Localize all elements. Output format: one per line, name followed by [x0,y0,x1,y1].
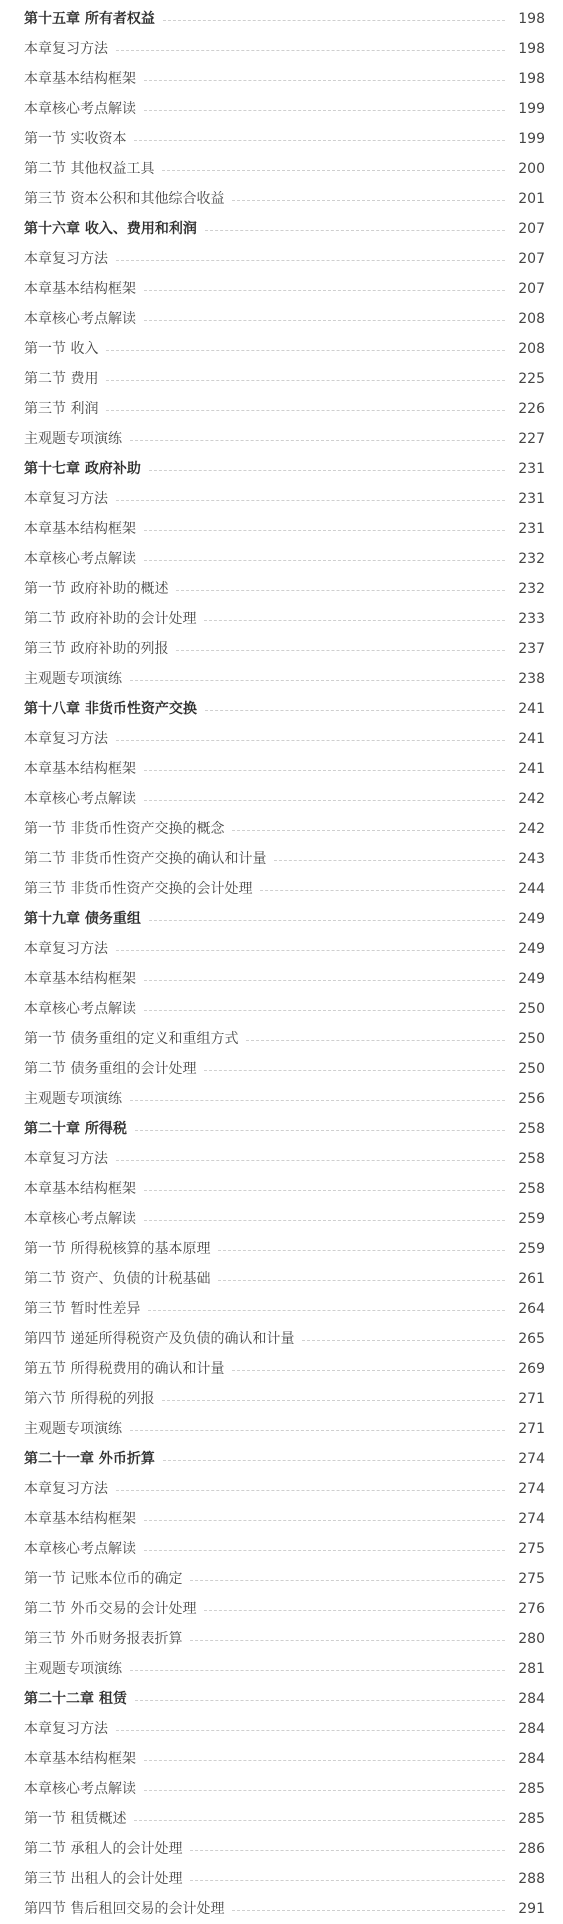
page-number: 274 [518,1451,545,1467]
toc-entry-row[interactable] [0,1654,563,1684]
page-number: 249 [518,911,545,927]
toc-entry-row[interactable] [0,1504,563,1534]
entry-title: 第一节 收入 [24,341,99,357]
dotted-leader [130,1100,505,1101]
entry-title: 主观题专项演练 [24,1421,122,1437]
toc-entry-row[interactable] [0,1174,563,1204]
entry-title: 本章复习方法 [24,1481,108,1497]
toc-entry-row[interactable] [0,784,563,814]
toc-entry-row[interactable] [0,1264,563,1294]
dotted-leader [116,500,505,501]
entry-title: 第一节 非货币性资产交换的概念 [24,821,225,837]
dotted-leader [116,740,505,741]
dotted-leader [162,170,505,171]
dotted-leader [190,1640,505,1641]
page-number: 291 [518,1901,545,1917]
dotted-leader [176,650,505,651]
entry-title: 第四节 递延所得税资产及负债的确认和计量 [24,1331,295,1347]
toc-entry-row[interactable] [0,1054,563,1084]
toc-entry-row[interactable] [0,304,563,334]
dotted-leader [134,140,505,141]
page-number: 250 [518,1001,545,1017]
dotted-leader [144,1010,505,1011]
dotted-leader [190,1850,505,1851]
page-number: 284 [518,1691,545,1707]
dotted-leader [274,860,505,861]
entry-title: 本章核心考点解读 [24,101,136,117]
dotted-leader [144,530,505,531]
page-number: 285 [518,1781,545,1797]
toc-chapter-row[interactable] [0,1114,563,1144]
dotted-leader [162,1400,505,1401]
dotted-leader [116,1490,505,1491]
toc-entry-row[interactable] [0,1624,563,1654]
page-number: 201 [518,191,545,207]
page-number: 226 [518,401,545,417]
page-number: 199 [518,131,545,147]
dotted-leader [116,50,505,51]
entry-title: 第三节 外币财务报表折算 [24,1631,183,1647]
toc-chapter-row[interactable] [0,454,563,484]
dotted-leader [144,560,505,561]
toc-entry-row[interactable] [0,1474,563,1504]
page-number: 288 [518,1871,545,1887]
entry-title: 第六节 所得税的列报 [24,1391,155,1407]
page-number: 280 [518,1631,545,1647]
entry-title: 本章基本结构框架 [24,1181,136,1197]
dotted-leader [144,1550,505,1551]
page-number: 285 [518,1811,545,1827]
entry-title: 本章核心考点解读 [24,1211,136,1227]
entry-title: 第二节 债务重组的会计处理 [24,1061,197,1077]
dotted-leader [106,380,505,381]
entry-title: 第二节 政府补助的会计处理 [24,611,197,627]
entry-title: 主观题专项演练 [24,1091,122,1107]
toc-entry-row[interactable] [0,1384,563,1414]
page-number: 231 [518,491,545,507]
page-number: 256 [518,1091,545,1107]
toc-entry-row[interactable] [0,1204,563,1234]
toc-entry-row[interactable] [0,994,563,1024]
dotted-leader [204,1610,505,1611]
dotted-leader [260,890,505,891]
entry-title: 第二节 外币交易的会计处理 [24,1601,197,1617]
toc-entry-row[interactable] [0,574,563,604]
page-number: 259 [518,1211,545,1227]
entry-title: 第一节 租赁概述 [24,1811,127,1827]
toc-entry-row[interactable] [0,514,563,544]
dotted-leader [218,1250,505,1251]
toc-entry-row[interactable] [0,934,563,964]
toc-entry-row[interactable] [0,1024,563,1054]
entry-title: 主观题专项演练 [24,431,122,447]
dotted-leader [144,800,505,801]
page-number: 207 [518,251,545,267]
toc-entry-row[interactable] [0,754,563,784]
dotted-leader [149,920,505,921]
page-number: 244 [518,881,545,897]
page-number: 231 [518,521,545,537]
page-number: 249 [518,941,545,957]
toc-entry-row[interactable] [0,1324,563,1354]
toc-entry-row[interactable] [0,724,563,754]
toc-chapter-row[interactable] [0,1684,563,1714]
chapter-title: 第十七章 政府补助 [24,461,141,477]
toc-entry-row[interactable] [0,364,563,394]
toc-entry-row[interactable] [0,814,563,844]
page-number: 241 [518,701,545,717]
entry-title: 主观题专项演练 [24,1661,122,1677]
page-number: 274 [518,1481,545,1497]
dotted-leader [130,1670,505,1671]
entry-title: 本章复习方法 [24,491,108,507]
entry-title: 本章复习方法 [24,251,108,267]
entry-title: 第二节 非货币性资产交换的确认和计量 [24,851,267,867]
dotted-leader [205,230,505,231]
chapter-title: 第二十章 所得税 [24,1121,127,1137]
page-number: 199 [518,101,545,117]
entry-title: 本章核心考点解读 [24,1001,136,1017]
toc-entry-row[interactable] [0,844,563,874]
dotted-leader [204,1070,505,1071]
page-number: 258 [518,1181,545,1197]
toc-entry-row[interactable] [0,334,563,364]
entry-title: 本章基本结构框架 [24,71,136,87]
toc-entry-row[interactable] [0,1234,563,1264]
page-number: 271 [518,1421,545,1437]
page-number: 242 [518,791,545,807]
entry-title: 本章基本结构框架 [24,1751,136,1767]
dotted-leader [190,1580,505,1581]
page-number: 198 [518,41,545,57]
page-number: 276 [518,1601,545,1617]
entry-title: 第一节 债务重组的定义和重组方式 [24,1031,239,1047]
dotted-leader [130,680,505,681]
toc-entry-row[interactable] [0,604,563,634]
page-number: 261 [518,1271,545,1287]
dotted-leader [116,260,505,261]
dotted-leader [148,1310,505,1311]
page-number: 227 [518,431,545,447]
page-number: 250 [518,1061,545,1077]
dotted-leader [144,110,505,111]
page-number: 242 [518,821,545,837]
entry-title: 第三节 政府补助的列报 [24,641,169,657]
toc-entry-row[interactable] [0,484,563,514]
dotted-leader [144,1220,505,1221]
toc-entry-row[interactable] [0,1804,563,1834]
chapter-title: 第二十一章 外币折算 [24,1451,155,1467]
dotted-leader [106,410,505,411]
entry-title: 第三节 暂时性差异 [24,1301,141,1317]
entry-title: 本章基本结构框架 [24,521,136,537]
entry-title: 第五节 所得税费用的确认和计量 [24,1361,225,1377]
page-number: 275 [518,1541,545,1557]
dotted-leader [116,1160,505,1161]
toc-entry-row[interactable] [0,1144,563,1174]
page-number: 231 [518,461,545,477]
entry-title: 本章核心考点解读 [24,311,136,327]
dotted-leader [149,470,505,471]
page-number: 284 [518,1721,545,1737]
page-number: 269 [518,1361,545,1377]
page-number: 258 [518,1121,545,1137]
dotted-leader [144,980,505,981]
toc-entry-row[interactable] [0,394,563,424]
entry-title: 第三节 资本公积和其他综合收益 [24,191,225,207]
chapter-title: 第十五章 所有者权益 [24,11,155,27]
toc-chapter-row[interactable] [0,214,563,244]
entry-title: 本章基本结构框架 [24,281,136,297]
entry-title: 第一节 所得税核算的基本原理 [24,1241,211,1257]
toc-entry-row[interactable] [0,1354,563,1384]
dotted-leader [144,1760,505,1761]
entry-title: 第一节 政府补助的概述 [24,581,169,597]
toc-entry-row[interactable] [0,1774,563,1804]
toc-chapter-row[interactable] [0,694,563,724]
page-number: 207 [518,281,545,297]
toc-chapter-row[interactable] [0,904,563,934]
entry-title: 主观题专项演练 [24,671,122,687]
page-number: 281 [518,1661,545,1677]
dotted-leader [116,950,505,951]
entry-title: 第一节 记账本位币的确定 [24,1571,183,1587]
entry-title: 第四节 售后租回交易的会计处理 [24,1901,225,1917]
entry-title: 第三节 出租人的会计处理 [24,1871,183,1887]
toc-entry-row[interactable] [0,1564,563,1594]
entry-title: 本章核心考点解读 [24,551,136,567]
page-number: 233 [518,611,545,627]
toc-entry-row[interactable] [0,1414,563,1444]
dotted-leader [232,1910,505,1911]
toc-entry-row[interactable] [0,1084,563,1114]
dotted-leader [144,770,505,771]
dotted-leader [144,320,505,321]
page-number: 258 [518,1151,545,1167]
dotted-leader [302,1340,505,1341]
entry-title: 第二节 费用 [24,371,99,387]
toc-entry-row[interactable] [0,124,563,154]
entry-title: 本章复习方法 [24,41,108,57]
dotted-leader [163,20,505,21]
page-number: 274 [518,1511,545,1527]
dotted-leader [135,1130,505,1131]
page-number: 286 [518,1841,545,1857]
page-number: 243 [518,851,545,867]
dotted-leader [232,1370,505,1371]
entry-title: 本章核心考点解读 [24,1541,136,1557]
toc-entry-row[interactable] [0,1864,563,1894]
entry-title: 第二节 其他权益工具 [24,161,155,177]
page-number: 284 [518,1751,545,1767]
chapter-title: 第二十二章 租赁 [24,1691,127,1707]
toc-entry-row[interactable] [0,634,563,664]
page-number: 265 [518,1331,545,1347]
toc-entry-row[interactable] [0,244,563,274]
entry-title: 本章基本结构框架 [24,1511,136,1527]
page-number: 271 [518,1391,545,1407]
chapter-title: 第十八章 非货币性资产交换 [24,701,197,717]
page-number: 275 [518,1571,545,1587]
toc-entry-row[interactable] [0,1894,563,1924]
page-number: 238 [518,671,545,687]
entry-title: 本章核心考点解读 [24,791,136,807]
toc-entry-row[interactable] [0,184,563,214]
dotted-leader [190,1880,505,1881]
dotted-leader [204,620,505,621]
toc-entry-row[interactable] [0,154,563,184]
dotted-leader [163,1460,505,1461]
page-number: 249 [518,971,545,987]
chapter-title: 第十九章 债务重组 [24,911,141,927]
entry-title: 本章复习方法 [24,731,108,747]
page-number: 207 [518,221,545,237]
dotted-leader [106,350,505,351]
page-number: 250 [518,1031,545,1047]
page-number: 225 [518,371,545,387]
page-number: 241 [518,731,545,747]
dotted-leader [134,1820,505,1821]
page-number: 208 [518,311,545,327]
page-number: 208 [518,341,545,357]
dotted-leader [205,710,505,711]
toc-entry-row[interactable] [0,964,563,994]
page-number: 264 [518,1301,545,1317]
dotted-leader [218,1280,505,1281]
dotted-leader [144,80,505,81]
page-number: 241 [518,761,545,777]
dotted-leader [144,290,505,291]
page-number: 232 [518,551,545,567]
page-number: 198 [518,11,545,27]
entry-title: 第二节 资产、负债的计税基础 [24,1271,211,1287]
dotted-leader [116,1730,505,1731]
dotted-leader [232,830,505,831]
dotted-leader [246,1040,505,1041]
toc-entry-row[interactable] [0,544,563,574]
page-number: 259 [518,1241,545,1257]
entry-title: 第三节 利润 [24,401,99,417]
toc-entry-row[interactable] [0,874,563,904]
dotted-leader [130,1430,505,1431]
toc-entry-row[interactable] [0,1744,563,1774]
dotted-leader [130,440,505,441]
toc-chapter-row[interactable] [0,4,563,34]
toc-entry-row[interactable] [0,1594,563,1624]
dotted-leader [144,1190,505,1191]
entry-title: 本章基本结构框架 [24,761,136,777]
page-number: 232 [518,581,545,597]
page-number: 237 [518,641,545,657]
entry-title: 第二节 承租人的会计处理 [24,1841,183,1857]
toc-entry-row[interactable] [0,1834,563,1864]
toc-entry-row[interactable] [0,664,563,694]
entry-title: 本章基本结构框架 [24,971,136,987]
entry-title: 本章复习方法 [24,1151,108,1167]
dotted-leader [135,1700,505,1701]
dotted-leader [144,1520,505,1521]
chapter-title: 第十六章 收入、费用和利润 [24,221,197,237]
toc-entry-row[interactable] [0,424,563,454]
entry-title: 本章核心考点解读 [24,1781,136,1797]
toc-entry-row[interactable] [0,1294,563,1324]
dotted-leader [232,200,505,201]
page-number: 198 [518,71,545,87]
toc-chapter-row[interactable] [0,1444,563,1474]
dotted-leader [144,1790,505,1791]
entry-title: 本章复习方法 [24,1721,108,1737]
toc-entry-row[interactable] [0,1714,563,1744]
toc-entry-row[interactable] [0,64,563,94]
page-number: 200 [518,161,545,177]
entry-title: 第三节 非货币性资产交换的会计处理 [24,881,253,897]
toc-entry-row[interactable] [0,1534,563,1564]
entry-title: 第一节 实收资本 [24,131,127,147]
toc-entry-row[interactable] [0,94,563,124]
entry-title: 本章复习方法 [24,941,108,957]
dotted-leader [176,590,505,591]
toc-entry-row[interactable] [0,274,563,304]
toc-entry-row[interactable] [0,34,563,64]
